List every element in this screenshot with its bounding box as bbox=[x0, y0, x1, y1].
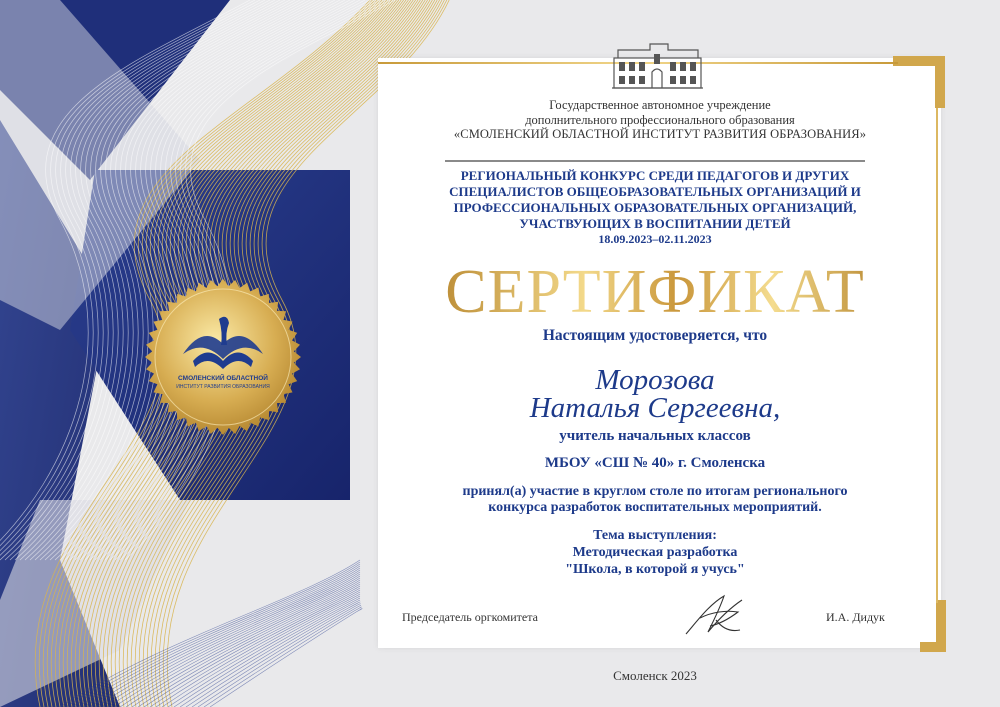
contest-dates: 18.09.2023–02.11.2023 bbox=[598, 232, 712, 246]
topic-line-2: "Школа, в которой я учусь" bbox=[565, 562, 745, 577]
wave-line bbox=[162, 594, 360, 707]
institution-line-2: дополнительного профессионального образования bbox=[525, 113, 795, 127]
institute-building-icon bbox=[610, 40, 705, 92]
participation-line-2: конкурса разработок воспитательных мероприятий. bbox=[488, 500, 822, 515]
gold-line-right bbox=[936, 108, 938, 603]
seal-line1: СМОЛЕНСКИЙ ОБЛАСТНОЙ bbox=[178, 375, 268, 382]
contest-line-4: УЧАСТВУЮЩИХ В ВОСПИТАНИИ ДЕТЕЙ bbox=[519, 216, 791, 231]
recipient-given-name: Наталья Сергеевна, bbox=[529, 392, 781, 424]
city-year: Смоленск 2023 bbox=[613, 668, 697, 683]
institution-name: «СМОЛЕНСКИЙ ОБЛАСТНОЙ ИНСТИТУТ РАЗВИТИЯ ОБРАЗОВАНИЯ» bbox=[453, 127, 867, 141]
topic-line-1: Методическая разработка bbox=[572, 545, 738, 560]
contest-line-2: СПЕЦИАЛИСТОВ ОБЩЕОБРАЗОВАТЕЛЬНЫХ ОРГАНИЗАЦИЙ И bbox=[449, 184, 861, 199]
contest-line-3: ПРОФЕССИОНАЛЬНЫХ ОБРАЗОВАТЕЛЬНЫХ ОРГАНИЗАЦИЙ, bbox=[453, 200, 857, 215]
recipient-surname: Морозова bbox=[595, 364, 715, 396]
handwritten-signature bbox=[680, 590, 750, 640]
divider bbox=[445, 160, 865, 162]
certificate-title: СЕРТИФИКАТ bbox=[420, 255, 890, 330]
recipient-school: МБОУ «СШ № 40» г. Смоленска bbox=[544, 455, 766, 471]
seal-emblem bbox=[145, 279, 301, 435]
participation-line-1: принял(а) участие в круглом столе по итогам регионального bbox=[462, 484, 848, 499]
wave-line bbox=[144, 588, 360, 707]
signer-name: И.А. Дидук bbox=[826, 610, 885, 624]
wave-line bbox=[150, 590, 360, 707]
institution-line-1: Государственное автономное учреждение bbox=[549, 98, 771, 112]
chair-label: Председатель оргкомитета bbox=[402, 610, 538, 624]
gold-corner-bottom-right bbox=[920, 600, 946, 652]
topic-label: Тема выступления: bbox=[593, 528, 717, 543]
contest-line-1: РЕГИОНАЛЬНЫЙ КОНКУРС СРЕДИ ПЕДАГОГОВ И ДРУГИХ bbox=[460, 168, 850, 183]
seal-line2: ИНСТИТУТ РАЗВИТИЯ ОБРАЗОВАНИЯ bbox=[176, 384, 270, 390]
certifies-text: Настоящим удостоверяется, что bbox=[542, 327, 768, 344]
recipient-position: учитель начальных классов bbox=[559, 428, 751, 444]
